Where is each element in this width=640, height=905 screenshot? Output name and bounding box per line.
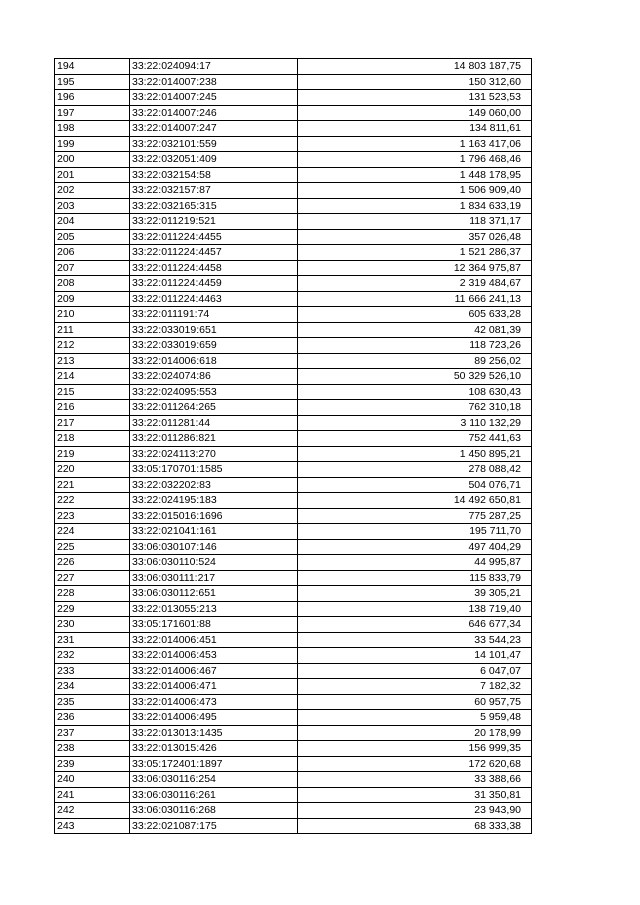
value-cell: 150 312,60 [298,74,532,90]
cadastral-number-cell: 33:22:014007:247 [130,121,298,137]
value-cell: 50 329 526,10 [298,369,532,385]
row-number-cell: 242 [55,803,130,819]
row-number-cell: 212 [55,338,130,354]
table-row [55,322,532,338]
cadastral-number-cell: 33:22:011224:4457 [130,245,298,261]
cadastral-number-cell: 33:22:024074:86 [130,369,298,385]
table-row [55,431,532,447]
table-row [55,663,532,679]
table-row [55,741,532,757]
table-row [55,400,532,416]
row-number-cell: 217 [55,415,130,431]
row-number-cell: 207 [55,260,130,276]
value-cell: 605 633,28 [298,307,532,323]
table-row [55,121,532,137]
cadastral-number-cell: 33:22:013015:426 [130,741,298,757]
row-number-cell: 216 [55,400,130,416]
row-number-cell: 222 [55,493,130,509]
value-cell: 39 305,21 [298,586,532,602]
table-row [55,632,532,648]
value-cell: 172 620,68 [298,756,532,772]
row-number-cell: 206 [55,245,130,261]
value-cell: 5 959,48 [298,710,532,726]
value-cell: 775 287,25 [298,508,532,524]
cadastral-value-table [54,58,532,834]
cadastral-number-cell: 33:06:030110:524 [130,555,298,571]
value-cell: 33 544,23 [298,632,532,648]
row-number-cell: 239 [55,756,130,772]
table-row [55,787,532,803]
value-cell: 14 492 650,81 [298,493,532,509]
cadastral-number-cell: 33:22:024195:183 [130,493,298,509]
cadastral-number-cell: 33:22:014006:473 [130,694,298,710]
table-row [55,524,532,540]
row-number-cell: 204 [55,214,130,230]
table-row [55,477,532,493]
row-number-cell: 205 [55,229,130,245]
cadastral-number-cell: 33:22:014007:238 [130,74,298,90]
cadastral-number-cell: 33:22:032051:409 [130,152,298,168]
table-row [55,446,532,462]
cadastral-number-cell: 33:22:033019:659 [130,338,298,354]
table-row [55,756,532,772]
row-number-cell: 218 [55,431,130,447]
row-number-cell: 234 [55,679,130,695]
value-cell: 1 450 895,21 [298,446,532,462]
row-number-cell: 225 [55,539,130,555]
value-cell: 134 811,61 [298,121,532,137]
table-row [55,260,532,276]
table-row [55,710,532,726]
table-row [55,136,532,152]
value-cell: 149 060,00 [298,105,532,121]
value-cell: 6 047,07 [298,663,532,679]
table-row [55,90,532,106]
table-row [55,59,532,75]
row-number-cell: 243 [55,818,130,834]
value-cell: 1 521 286,37 [298,245,532,261]
table-row [55,198,532,214]
table-row [55,167,532,183]
row-number-cell: 194 [55,59,130,75]
cadastral-number-cell: 33:22:011281:44 [130,415,298,431]
row-number-cell: 230 [55,617,130,633]
cadastral-number-cell: 33:22:014006:451 [130,632,298,648]
cadastral-number-cell: 33:22:011224:4463 [130,291,298,307]
table-body [55,59,532,834]
value-cell: 762 310,18 [298,400,532,416]
table-row [55,539,532,555]
cadastral-number-cell: 33:22:014006:618 [130,353,298,369]
table-row [55,276,532,292]
row-number-cell: 203 [55,198,130,214]
row-number-cell: 237 [55,725,130,741]
row-number-cell: 235 [55,694,130,710]
cadastral-number-cell: 33:06:030116:261 [130,787,298,803]
row-number-cell: 227 [55,570,130,586]
cadastral-number-cell: 33:22:021041:161 [130,524,298,540]
cadastral-number-cell: 33:22:032157:87 [130,183,298,199]
table-row [55,384,532,400]
cadastral-number-cell: 33:22:032202:83 [130,477,298,493]
table-row [55,415,532,431]
row-number-cell: 224 [55,524,130,540]
row-number-cell: 195 [55,74,130,90]
value-cell: 195 711,70 [298,524,532,540]
value-cell: 131 523,53 [298,90,532,106]
cadastral-number-cell: 33:06:030116:254 [130,772,298,788]
table-row [55,679,532,695]
row-number-cell: 210 [55,307,130,323]
cadastral-number-cell: 33:22:024094:17 [130,59,298,75]
row-number-cell: 223 [55,508,130,524]
table-row [55,586,532,602]
table-row [55,617,532,633]
value-cell: 11 666 241,13 [298,291,532,307]
value-cell: 1 163 417,06 [298,136,532,152]
cadastral-number-cell: 33:22:014006:495 [130,710,298,726]
value-cell: 138 719,40 [298,601,532,617]
cadastral-number-cell: 33:22:011224:4455 [130,229,298,245]
cadastral-number-cell: 33:22:011224:4458 [130,260,298,276]
table-row [55,291,532,307]
value-cell: 31 350,81 [298,787,532,803]
cadastral-number-cell: 33:22:014006:467 [130,663,298,679]
row-number-cell: 232 [55,648,130,664]
value-cell: 115 833,79 [298,570,532,586]
row-number-cell: 214 [55,369,130,385]
value-cell: 20 178,99 [298,725,532,741]
table-row [55,462,532,478]
row-number-cell: 231 [55,632,130,648]
cadastral-number-cell: 33:05:171601:88 [130,617,298,633]
table-row [55,803,532,819]
table-row [55,555,532,571]
cadastral-number-cell: 33:22:032165:315 [130,198,298,214]
cadastral-number-cell: 33:22:024113:270 [130,446,298,462]
table-row [55,105,532,121]
row-number-cell: 238 [55,741,130,757]
row-number-cell: 199 [55,136,130,152]
value-cell: 1 796 468,46 [298,152,532,168]
value-cell: 44 995,87 [298,555,532,571]
cadastral-number-cell: 33:22:013055:213 [130,601,298,617]
cadastral-number-cell: 33:22:024095:553 [130,384,298,400]
row-number-cell: 233 [55,663,130,679]
value-cell: 89 256,02 [298,353,532,369]
row-number-cell: 226 [55,555,130,571]
cadastral-number-cell: 33:22:011286:821 [130,431,298,447]
row-number-cell: 209 [55,291,130,307]
table-row [55,353,532,369]
value-cell: 357 026,48 [298,229,532,245]
value-cell: 118 371,17 [298,214,532,230]
cadastral-number-cell: 33:22:013013:1435 [130,725,298,741]
row-number-cell: 208 [55,276,130,292]
row-number-cell: 202 [55,183,130,199]
table-row [55,725,532,741]
table-row [55,369,532,385]
cadastral-number-cell: 33:22:033019:651 [130,322,298,338]
table-row [55,245,532,261]
cadastral-number-cell: 33:22:021087:175 [130,818,298,834]
value-cell: 60 957,75 [298,694,532,710]
cadastral-number-cell: 33:22:011224:4459 [130,276,298,292]
row-number-cell: 240 [55,772,130,788]
value-cell: 14 803 187,75 [298,59,532,75]
table-row [55,648,532,664]
cadastral-number-cell: 33:05:170701:1585 [130,462,298,478]
row-number-cell: 241 [55,787,130,803]
value-cell: 14 101,47 [298,648,532,664]
table-row [55,307,532,323]
row-number-cell: 215 [55,384,130,400]
cadastral-number-cell: 33:22:032154:58 [130,167,298,183]
row-number-cell: 211 [55,322,130,338]
value-cell: 42 081,39 [298,322,532,338]
table-row [55,74,532,90]
value-cell: 118 723,26 [298,338,532,354]
row-number-cell: 213 [55,353,130,369]
cadastral-number-cell: 33:05:172401:1897 [130,756,298,772]
row-number-cell: 221 [55,477,130,493]
value-cell: 646 677,34 [298,617,532,633]
row-number-cell: 200 [55,152,130,168]
value-cell: 23 943,90 [298,803,532,819]
value-cell: 7 182,32 [298,679,532,695]
row-number-cell: 198 [55,121,130,137]
cadastral-number-cell: 33:06:030111:217 [130,570,298,586]
value-cell: 1 834 633,19 [298,198,532,214]
value-cell: 3 110 132,29 [298,415,532,431]
value-cell: 108 630,43 [298,384,532,400]
row-number-cell: 229 [55,601,130,617]
table-row [55,694,532,710]
row-number-cell: 228 [55,586,130,602]
table-row [55,183,532,199]
row-number-cell: 220 [55,462,130,478]
table-row [55,570,532,586]
table-row [55,508,532,524]
value-cell: 1 506 909,40 [298,183,532,199]
value-cell: 33 388,66 [298,772,532,788]
row-number-cell: 201 [55,167,130,183]
table-row [55,152,532,168]
cadastral-number-cell: 33:22:015016:1696 [130,508,298,524]
cadastral-number-cell: 33:06:030116:268 [130,803,298,819]
value-cell: 156 999,35 [298,741,532,757]
table-row [55,493,532,509]
value-cell: 68 333,38 [298,818,532,834]
cadastral-number-cell: 33:22:014006:453 [130,648,298,664]
cadastral-number-cell: 33:22:011191:74 [130,307,298,323]
cadastral-number-cell: 33:22:011264:265 [130,400,298,416]
row-number-cell: 196 [55,90,130,106]
cadastral-number-cell: 33:22:032101:559 [130,136,298,152]
value-cell: 1 448 178,95 [298,167,532,183]
cadastral-number-cell: 33:22:011219:521 [130,214,298,230]
table-row [55,601,532,617]
row-number-cell: 197 [55,105,130,121]
row-number-cell: 219 [55,446,130,462]
value-cell: 12 364 975,87 [298,260,532,276]
table-row [55,229,532,245]
value-cell: 2 319 484,67 [298,276,532,292]
row-number-cell: 236 [55,710,130,726]
cadastral-number-cell: 33:06:030112:651 [130,586,298,602]
table-row [55,338,532,354]
value-cell: 504 076,71 [298,477,532,493]
table-row [55,772,532,788]
value-cell: 278 088,42 [298,462,532,478]
value-cell: 497 404,29 [298,539,532,555]
cadastral-number-cell: 33:22:014007:245 [130,90,298,106]
cadastral-number-cell: 33:22:014006:471 [130,679,298,695]
table-row [55,214,532,230]
cadastral-number-cell: 33:06:030107:146 [130,539,298,555]
table-row [55,818,532,834]
value-cell: 752 441,63 [298,431,532,447]
cadastral-number-cell: 33:22:014007:246 [130,105,298,121]
